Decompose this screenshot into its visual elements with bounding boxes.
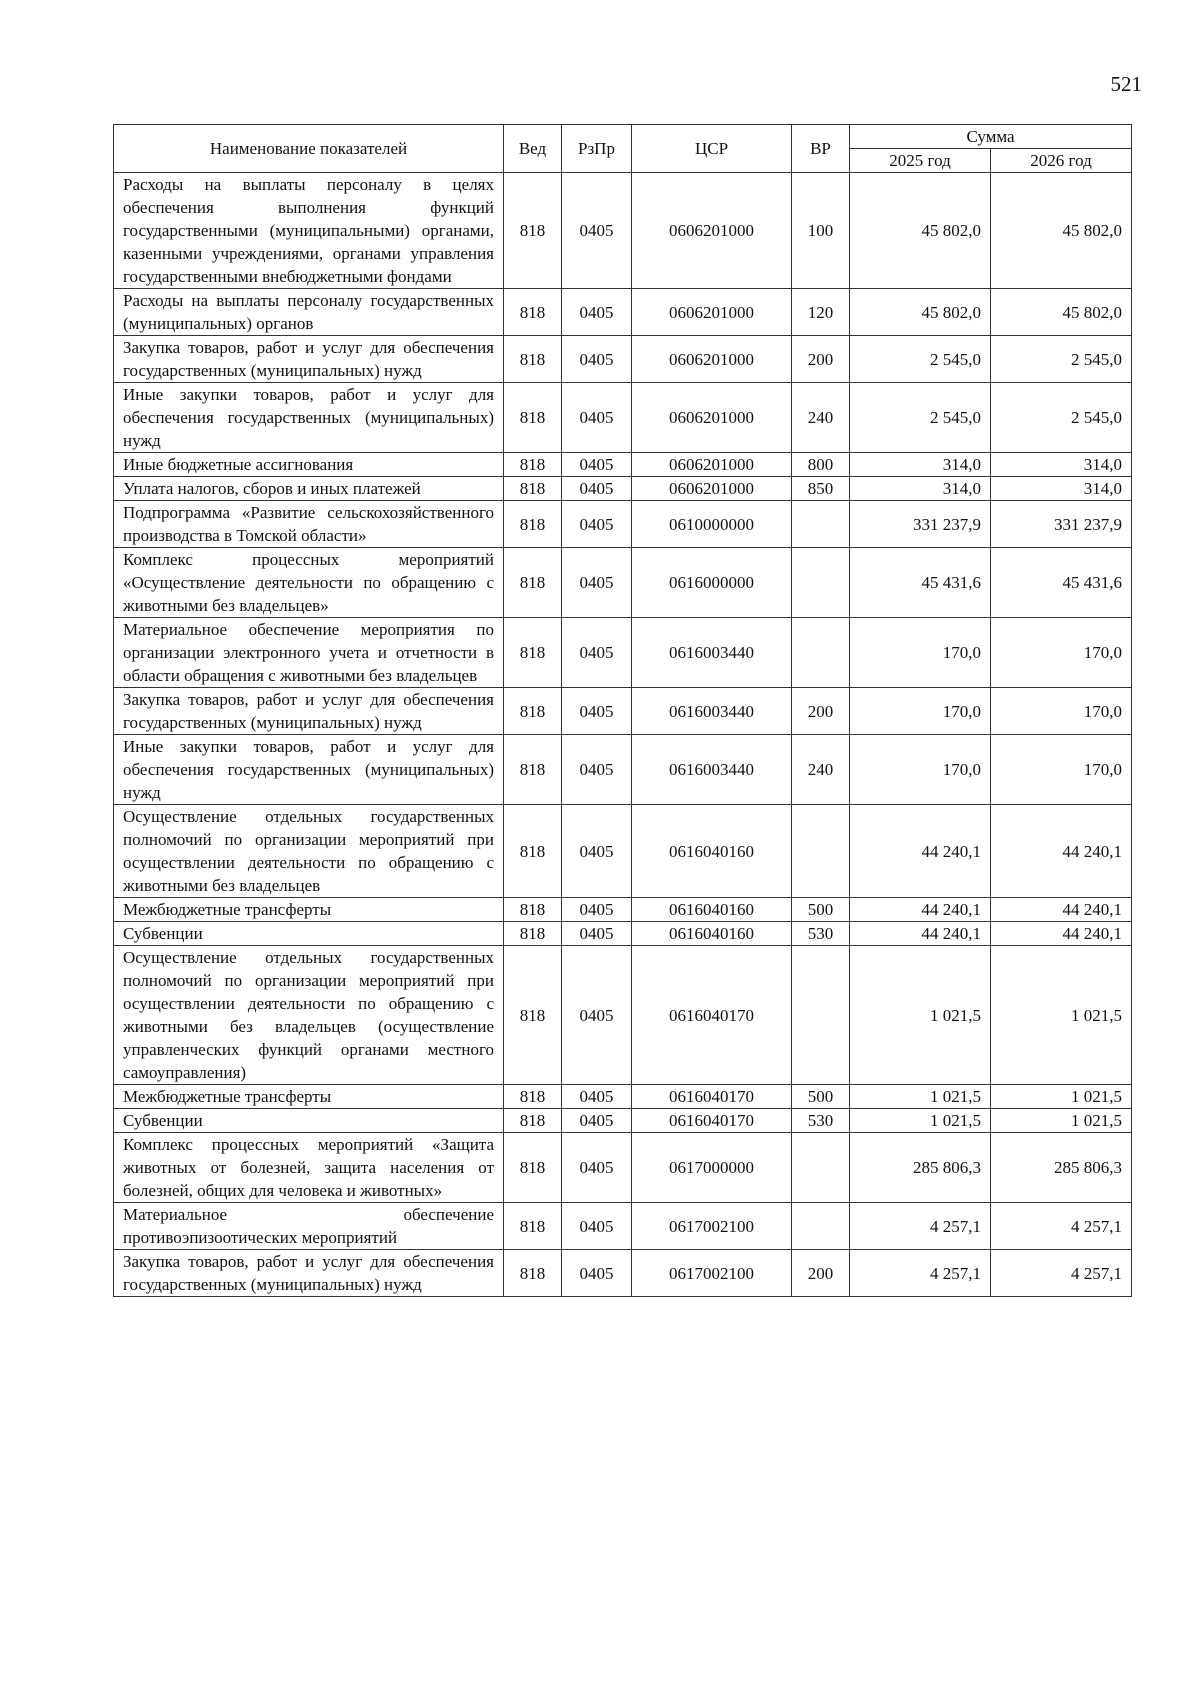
cell-csr: 0606201000 <box>632 173 792 289</box>
cell-csr: 0616040160 <box>632 922 792 946</box>
cell-vr <box>792 946 850 1085</box>
cell-rzpr: 0405 <box>562 1250 632 1297</box>
header-row <box>114 125 1132 149</box>
cell-vr: 240 <box>792 383 850 453</box>
cell-rzpr: 0405 <box>562 173 632 289</box>
cell-name: Уплата налогов, сборов и иных платежей <box>114 477 504 501</box>
cell-csr: 0616040170 <box>632 1085 792 1109</box>
cell-ved: 818 <box>504 453 562 477</box>
cell-sum-2025: 170,0 <box>850 688 991 735</box>
cell-rzpr: 0405 <box>562 735 632 805</box>
cell-sum-2025: 44 240,1 <box>850 805 991 898</box>
cell-name: Межбюджетные трансферты <box>114 898 504 922</box>
cell-sum-2026: 44 240,1 <box>991 922 1132 946</box>
cell-rzpr: 0405 <box>562 1085 632 1109</box>
cell-rzpr: 0405 <box>562 946 632 1085</box>
cell-sum-2025: 44 240,1 <box>850 922 991 946</box>
table-row <box>114 1203 1132 1250</box>
cell-vr: 200 <box>792 688 850 735</box>
header-csr: ЦСР <box>632 125 792 173</box>
budget-table <box>113 124 1132 1297</box>
cell-csr: 0616040160 <box>632 805 792 898</box>
header-name: Наименование показателей <box>114 125 504 173</box>
cell-name: Подпрограмма «Развитие сельскохозяйственного производства в Томской области» <box>114 501 504 548</box>
cell-csr: 0606201000 <box>632 289 792 336</box>
table-row <box>114 898 1132 922</box>
table-row <box>114 501 1132 548</box>
cell-sum-2026: 331 237,9 <box>991 501 1132 548</box>
table-row <box>114 453 1132 477</box>
cell-csr: 0616040170 <box>632 1109 792 1133</box>
cell-ved: 818 <box>504 946 562 1085</box>
table-row <box>114 922 1132 946</box>
cell-ved: 818 <box>504 922 562 946</box>
cell-sum-2025: 45 802,0 <box>850 173 991 289</box>
cell-name: Субвенции <box>114 1109 504 1133</box>
cell-sum-2025: 2 545,0 <box>850 336 991 383</box>
cell-csr: 0617002100 <box>632 1250 792 1297</box>
cell-rzpr: 0405 <box>562 336 632 383</box>
cell-vr: 500 <box>792 1085 850 1109</box>
table-row <box>114 1133 1132 1203</box>
cell-sum-2025: 1 021,5 <box>850 1085 991 1109</box>
cell-ved: 818 <box>504 1085 562 1109</box>
cell-name: Материальное обеспечение мероприятия по организации электронного учета и отчетности в области обращения с животными без владельцев <box>114 618 504 688</box>
cell-sum-2025: 1 021,5 <box>850 946 991 1085</box>
cell-vr: 200 <box>792 1250 850 1297</box>
cell-csr: 0616000000 <box>632 548 792 618</box>
cell-csr: 0616003440 <box>632 688 792 735</box>
cell-name: Межбюджетные трансферты <box>114 1085 504 1109</box>
cell-sum-2026: 170,0 <box>991 735 1132 805</box>
table-row <box>114 1250 1132 1297</box>
cell-rzpr: 0405 <box>562 501 632 548</box>
cell-csr: 0616040160 <box>632 898 792 922</box>
cell-csr: 0617002100 <box>632 1203 792 1250</box>
cell-name: Комплекс процессных мероприятий «Защита животных от болезней, защита населения от болезней, общих для человека и животных» <box>114 1133 504 1203</box>
cell-csr: 0617000000 <box>632 1133 792 1203</box>
cell-csr: 0606201000 <box>632 477 792 501</box>
cell-sum-2026: 44 240,1 <box>991 805 1132 898</box>
cell-sum-2025: 45 802,0 <box>850 289 991 336</box>
cell-csr: 0616003440 <box>632 735 792 805</box>
cell-sum-2025: 2 545,0 <box>850 383 991 453</box>
cell-name: Субвенции <box>114 922 504 946</box>
cell-vr: 850 <box>792 477 850 501</box>
table-row <box>114 289 1132 336</box>
table-row <box>114 1109 1132 1133</box>
table-row <box>114 805 1132 898</box>
cell-rzpr: 0405 <box>562 898 632 922</box>
table-row <box>114 383 1132 453</box>
cell-sum-2025: 44 240,1 <box>850 898 991 922</box>
cell-sum-2026: 170,0 <box>991 618 1132 688</box>
cell-vr <box>792 805 850 898</box>
cell-name: Материальное обеспечение противоэпизоотических мероприятий <box>114 1203 504 1250</box>
header-rzpr: РзПр <box>562 125 632 173</box>
cell-name: Осуществление отдельных государственных полномочий по организации мероприятий при осуществлении деятельности по обращению с животными без владельцев (осуществление управленческих функций органами местного самоуправления) <box>114 946 504 1085</box>
cell-rzpr: 0405 <box>562 1133 632 1203</box>
cell-vr <box>792 548 850 618</box>
cell-rzpr: 0405 <box>562 618 632 688</box>
cell-ved: 818 <box>504 501 562 548</box>
cell-sum-2026: 45 802,0 <box>991 289 1132 336</box>
cell-name: Расходы на выплаты персоналу государственных (муниципальных) органов <box>114 289 504 336</box>
cell-sum-2026: 1 021,5 <box>991 1085 1132 1109</box>
cell-name: Иные закупки товаров, работ и услуг для обеспечения государственных (муниципальных) нужд <box>114 383 504 453</box>
cell-sum-2026: 314,0 <box>991 477 1132 501</box>
cell-rzpr: 0405 <box>562 548 632 618</box>
cell-sum-2026: 285 806,3 <box>991 1133 1132 1203</box>
cell-rzpr: 0405 <box>562 922 632 946</box>
cell-rzpr: 0405 <box>562 1109 632 1133</box>
cell-rzpr: 0405 <box>562 688 632 735</box>
cell-sum-2026: 4 257,1 <box>991 1203 1132 1250</box>
cell-vr: 100 <box>792 173 850 289</box>
cell-vr: 530 <box>792 922 850 946</box>
table-row <box>114 946 1132 1085</box>
cell-csr: 0606201000 <box>632 336 792 383</box>
cell-vr: 530 <box>792 1109 850 1133</box>
cell-rzpr: 0405 <box>562 477 632 501</box>
cell-name: Закупка товаров, работ и услуг для обеспечения государственных (муниципальных) нужд <box>114 336 504 383</box>
cell-ved: 818 <box>504 548 562 618</box>
cell-rzpr: 0405 <box>562 1203 632 1250</box>
cell-sum-2025: 170,0 <box>850 735 991 805</box>
table-row <box>114 336 1132 383</box>
cell-vr: 120 <box>792 289 850 336</box>
cell-sum-2025: 331 237,9 <box>850 501 991 548</box>
cell-sum-2026: 1 021,5 <box>991 946 1132 1085</box>
cell-csr: 0610000000 <box>632 501 792 548</box>
cell-name: Осуществление отдельных государственных полномочий по организации мероприятий при осуществлении деятельности по обращению с животными без владельцев <box>114 805 504 898</box>
cell-sum-2025: 4 257,1 <box>850 1203 991 1250</box>
header-sum: Сумма <box>850 125 1132 149</box>
cell-name: Иные бюджетные ассигнования <box>114 453 504 477</box>
cell-ved: 818 <box>504 898 562 922</box>
cell-name: Закупка товаров, работ и услуг для обеспечения государственных (муниципальных) нужд <box>114 1250 504 1297</box>
cell-sum-2026: 45 431,6 <box>991 548 1132 618</box>
cell-sum-2026: 1 021,5 <box>991 1109 1132 1133</box>
header-ved: Вед <box>504 125 562 173</box>
cell-vr: 200 <box>792 336 850 383</box>
cell-ved: 818 <box>504 477 562 501</box>
cell-sum-2026: 314,0 <box>991 453 1132 477</box>
cell-sum-2025: 285 806,3 <box>850 1133 991 1203</box>
cell-sum-2026: 2 545,0 <box>991 336 1132 383</box>
cell-ved: 818 <box>504 805 562 898</box>
cell-sum-2025: 1 021,5 <box>850 1109 991 1133</box>
cell-name: Иные закупки товаров, работ и услуг для обеспечения государственных (муниципальных) нужд <box>114 735 504 805</box>
cell-sum-2025: 314,0 <box>850 453 991 477</box>
cell-vr: 240 <box>792 735 850 805</box>
header-vr: ВР <box>792 125 850 173</box>
cell-vr <box>792 1133 850 1203</box>
cell-rzpr: 0405 <box>562 453 632 477</box>
table-row <box>114 1085 1132 1109</box>
cell-ved: 818 <box>504 336 562 383</box>
cell-ved: 818 <box>504 688 562 735</box>
cell-vr: 800 <box>792 453 850 477</box>
table-row <box>114 173 1132 289</box>
cell-csr: 0606201000 <box>632 453 792 477</box>
cell-ved: 818 <box>504 1250 562 1297</box>
page-number: 521 <box>1110 72 1142 96</box>
cell-ved: 818 <box>504 735 562 805</box>
cell-ved: 818 <box>504 1203 562 1250</box>
cell-rzpr: 0405 <box>562 805 632 898</box>
cell-ved: 818 <box>504 173 562 289</box>
cell-name: Закупка товаров, работ и услуг для обеспечения государственных (муниципальных) нужд <box>114 688 504 735</box>
table-row <box>114 618 1132 688</box>
cell-sum-2026: 170,0 <box>991 688 1132 735</box>
cell-ved: 818 <box>504 618 562 688</box>
cell-sum-2026: 44 240,1 <box>991 898 1132 922</box>
cell-sum-2026: 4 257,1 <box>991 1250 1132 1297</box>
cell-name: Расходы на выплаты персоналу в целях обеспечения выполнения функций государственными (муниципальными) органами, казенными учреждениями, органами управления государственными внебюджетными фондами <box>114 173 504 289</box>
header-year-2026: 2026 год <box>991 149 1132 173</box>
cell-ved: 818 <box>504 1109 562 1133</box>
cell-rzpr: 0405 <box>562 289 632 336</box>
cell-sum-2026: 45 802,0 <box>991 173 1132 289</box>
cell-ved: 818 <box>504 383 562 453</box>
cell-sum-2025: 314,0 <box>850 477 991 501</box>
cell-csr: 0606201000 <box>632 383 792 453</box>
table-row <box>114 735 1132 805</box>
cell-vr <box>792 501 850 548</box>
cell-ved: 818 <box>504 289 562 336</box>
cell-csr: 0616003440 <box>632 618 792 688</box>
header-year-2025: 2025 год <box>850 149 991 173</box>
cell-vr <box>792 1203 850 1250</box>
cell-csr: 0616040170 <box>632 946 792 1085</box>
cell-vr <box>792 618 850 688</box>
table-row <box>114 477 1132 501</box>
cell-vr: 500 <box>792 898 850 922</box>
cell-sum-2025: 4 257,1 <box>850 1250 991 1297</box>
cell-sum-2026: 2 545,0 <box>991 383 1132 453</box>
cell-sum-2025: 170,0 <box>850 618 991 688</box>
table-row <box>114 548 1132 618</box>
cell-rzpr: 0405 <box>562 383 632 453</box>
cell-name: Комплекс процессных мероприятий «Осуществление деятельности по обращению с животными без владельцев» <box>114 548 504 618</box>
cell-sum-2025: 45 431,6 <box>850 548 991 618</box>
table-row <box>114 688 1132 735</box>
table-body <box>114 173 1132 1297</box>
cell-ved: 818 <box>504 1133 562 1203</box>
